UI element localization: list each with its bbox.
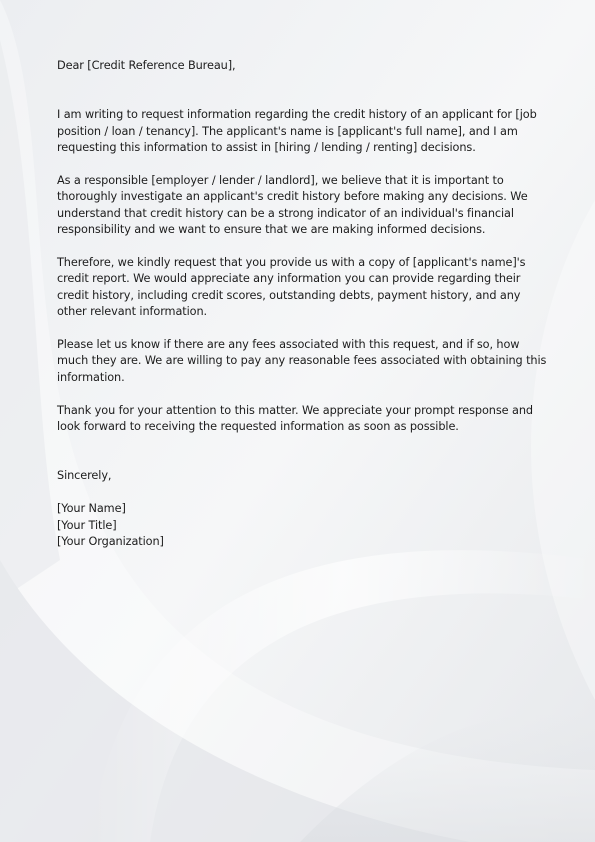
paragraph-request: I am writing to request information regarding the credit history of an applicant for [job position / loan / tenancy]. The applicant's name is [applicant's full name], and I am requesting this information to assist in [hiring / lending / renting] decisions. bbox=[57, 108, 537, 155]
closing: Sincerely, bbox=[57, 469, 112, 483]
signature-name: [Your Name] bbox=[57, 502, 126, 516]
paragraph-credit-report: Therefore, we kindly request that you provide us with a copy of [applicant's name]'s credit report. We would appreciate any information you can provide regarding their credit history, including credit scores, outstanding debts, payment history, and any other relevant information. bbox=[57, 256, 526, 319]
signature-organization: [Your Organization] bbox=[57, 535, 164, 549]
letter-body bbox=[57, 58, 547, 550]
signature-block bbox=[57, 501, 547, 550]
signature-title: [Your Title] bbox=[57, 518, 117, 532]
paragraph-thanks: Thank you for your attention to this matter. We appreciate your prompt response and look forward to receiving the requested information as soon as possible. bbox=[57, 403, 533, 434]
salutation: Dear [Credit Reference Bureau], bbox=[57, 59, 236, 72]
paragraph-responsibility: As a responsible [employer / lender / landlord], we believe that it is important to thoroughly investigate an applicant's credit history before making any decisions. We understand that credit history can be a strong indicator of an individual's financial responsibility and we want to ensure that we are making informed decisions. bbox=[57, 174, 528, 237]
paragraph-fees: Please let us know if there are any fees associated with this request, and if so, how much they are. We are willing to pay any reasonable fees associated with obtaining this information. bbox=[57, 338, 547, 384]
